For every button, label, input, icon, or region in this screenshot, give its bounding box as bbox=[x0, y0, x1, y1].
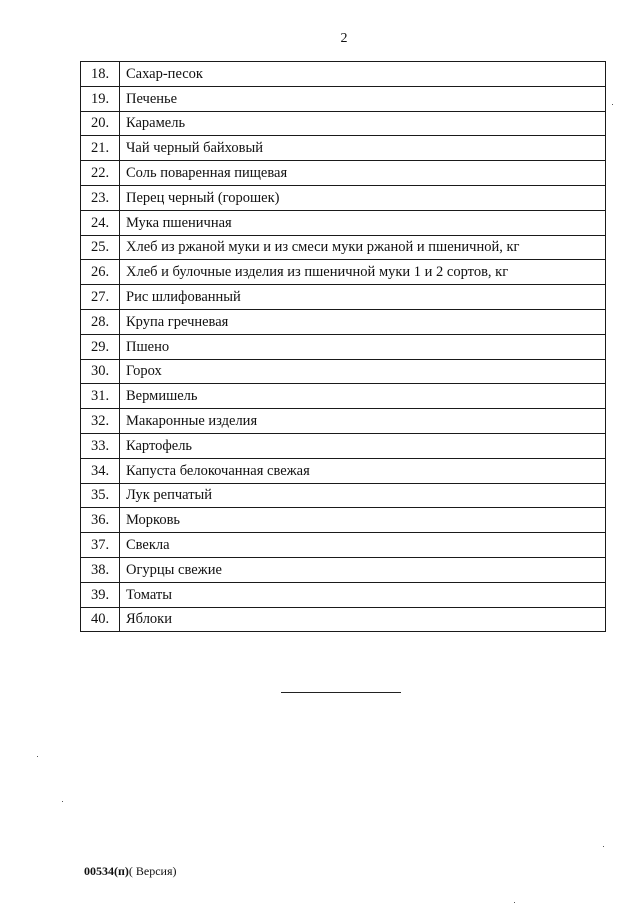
table-row bbox=[81, 557, 606, 582]
table-row bbox=[81, 235, 606, 260]
item-name: Рис шлифованный bbox=[120, 285, 606, 310]
item-number: 18. bbox=[81, 62, 120, 87]
item-number: 33. bbox=[81, 433, 120, 458]
item-number: 25. bbox=[81, 235, 120, 260]
item-name: Карамель bbox=[120, 111, 606, 136]
item-number: 38. bbox=[81, 557, 120, 582]
page-number: 2 bbox=[340, 31, 348, 46]
item-name: Огурцы свежие bbox=[120, 557, 606, 582]
item-name: Картофель bbox=[120, 433, 606, 458]
table-row bbox=[81, 483, 606, 508]
item-name: Пшено bbox=[120, 334, 606, 359]
item-number: 19. bbox=[81, 86, 120, 111]
table-row bbox=[81, 111, 606, 136]
scan-speck bbox=[603, 846, 604, 847]
item-number: 24. bbox=[81, 210, 120, 235]
item-name: Хлеб и булочные изделия из пшеничной муки 1 и 2 сортов, кг bbox=[120, 260, 606, 285]
item-number: 20. bbox=[81, 111, 120, 136]
item-number: 23. bbox=[81, 185, 120, 210]
item-name: Лук репчатый bbox=[120, 483, 606, 508]
table-row bbox=[81, 359, 606, 384]
scan-speck bbox=[514, 902, 515, 903]
item-name: Сахар-песок bbox=[120, 62, 606, 87]
table-row bbox=[81, 185, 606, 210]
document-code bbox=[84, 864, 177, 879]
end-of-list-rule bbox=[281, 692, 401, 693]
table-row bbox=[81, 161, 606, 186]
item-name: Горох bbox=[120, 359, 606, 384]
table-row bbox=[81, 210, 606, 235]
item-number: 29. bbox=[81, 334, 120, 359]
scan-speck bbox=[62, 801, 63, 802]
item-number: 40. bbox=[81, 607, 120, 632]
item-name: Свекла bbox=[120, 533, 606, 558]
item-number: 35. bbox=[81, 483, 120, 508]
item-number: 32. bbox=[81, 409, 120, 434]
table-row bbox=[81, 433, 606, 458]
scan-speck bbox=[37, 756, 38, 757]
item-name: Хлеб из ржаной муки и из смеси муки ржаной и пшеничной, кг bbox=[120, 235, 606, 260]
table-row bbox=[81, 607, 606, 632]
item-name: Чай черный байховый bbox=[120, 136, 606, 161]
item-number: 36. bbox=[81, 508, 120, 533]
item-number: 30. bbox=[81, 359, 120, 384]
table-row bbox=[81, 285, 606, 310]
item-name: Соль поваренная пищевая bbox=[120, 161, 606, 186]
scan-speck bbox=[612, 104, 613, 105]
item-name: Морковь bbox=[120, 508, 606, 533]
item-number: 37. bbox=[81, 533, 120, 558]
item-number: 31. bbox=[81, 384, 120, 409]
table-row bbox=[81, 384, 606, 409]
item-number: 22. bbox=[81, 161, 120, 186]
item-name: Вермишель bbox=[120, 384, 606, 409]
table-row bbox=[81, 86, 606, 111]
table-row bbox=[81, 62, 606, 87]
table-row bbox=[81, 508, 606, 533]
table-row bbox=[81, 409, 606, 434]
table-row bbox=[81, 260, 606, 285]
table-row bbox=[81, 334, 606, 359]
item-name: Печенье bbox=[120, 86, 606, 111]
item-name: Томаты bbox=[120, 582, 606, 607]
table-row bbox=[81, 458, 606, 483]
table-row bbox=[81, 582, 606, 607]
item-number: 39. bbox=[81, 582, 120, 607]
item-name: Мука пшеничная bbox=[120, 210, 606, 235]
table-row bbox=[81, 309, 606, 334]
items-table bbox=[80, 61, 606, 632]
item-number: 27. bbox=[81, 285, 120, 310]
item-name: Яблоки bbox=[120, 607, 606, 632]
item-name: Капуста белокочанная свежая bbox=[120, 458, 606, 483]
document-code-number: 00534(п) bbox=[84, 864, 129, 878]
document-version: ( Версия) bbox=[128, 864, 177, 878]
item-number: 34. bbox=[81, 458, 120, 483]
table-row bbox=[81, 136, 606, 161]
item-number: 28. bbox=[81, 309, 120, 334]
item-number: 26. bbox=[81, 260, 120, 285]
item-name: Перец черный (горошек) bbox=[120, 185, 606, 210]
table-row bbox=[81, 533, 606, 558]
item-name: Макаронные изделия bbox=[120, 409, 606, 434]
item-number: 21. bbox=[81, 136, 120, 161]
item-name: Крупа гречневая bbox=[120, 309, 606, 334]
